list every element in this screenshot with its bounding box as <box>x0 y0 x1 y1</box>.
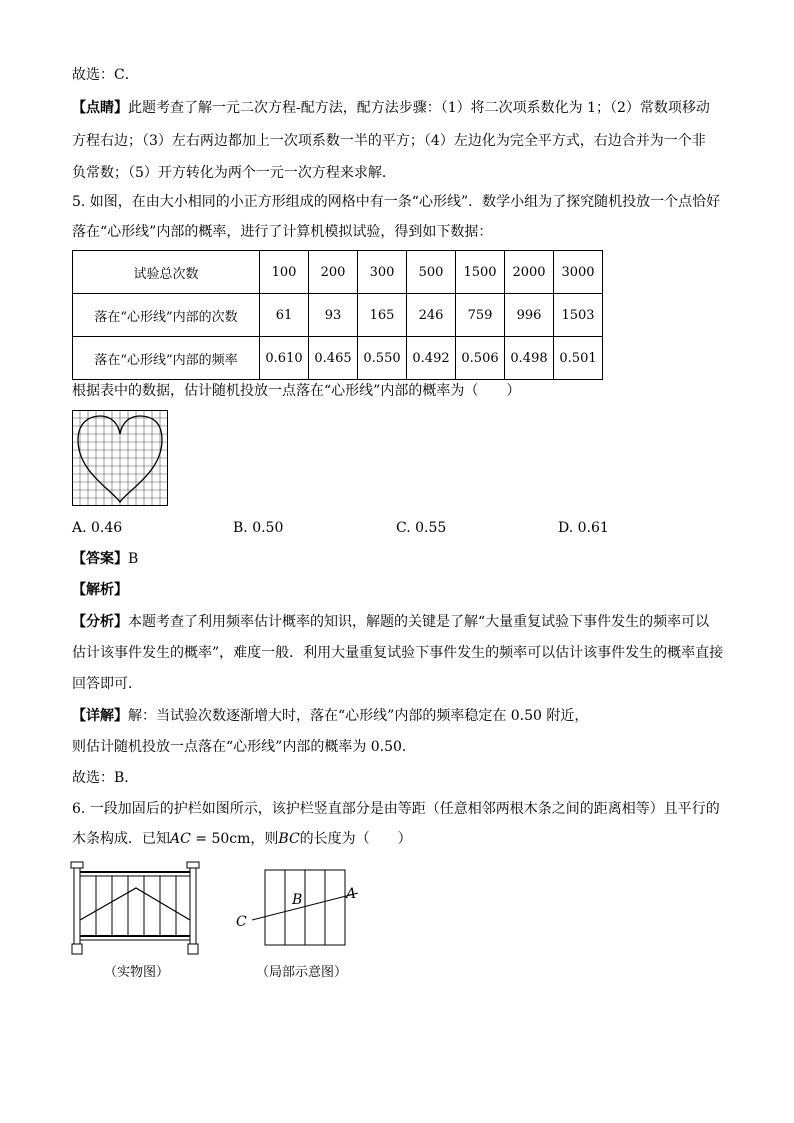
option-d: D. 0.61 <box>558 520 609 536</box>
xiangjie-text-1: 解：当试验次数逐渐增大时，落在“心形线”内部的频率稳定在 0.50 附近， <box>128 708 589 724</box>
previous-answer: 故选：C． <box>72 67 139 83</box>
analysis-tag: 【解析】 <box>72 582 128 598</box>
q6-text-post: 的长度为（ ） <box>299 831 412 847</box>
table-cell: 1500 <box>456 251 505 294</box>
table-cell: 165 <box>358 294 407 337</box>
var-bc: BC <box>278 831 300 847</box>
answer-value: B <box>128 551 139 567</box>
var-ac: AC <box>170 831 191 847</box>
railing-drawing <box>71 862 199 954</box>
diagram-lines <box>252 870 358 945</box>
heart-grid-figure <box>72 410 168 506</box>
row-label: 落在“心形线”内部的次数 <box>73 294 260 337</box>
fenxi-tag: 【分析】 <box>72 614 128 630</box>
table-cell: 246 <box>407 294 456 337</box>
label-b: B <box>292 892 303 908</box>
table-cell: 100 <box>260 251 309 294</box>
table-cell: 996 <box>505 294 554 337</box>
tip-text-1: 此题考查了解一元二次方程-配方法，配方法步骤：（1）将二次项系数化为 1；（2）常数项移动 <box>128 100 710 116</box>
answer-tag: 【答案】 <box>72 551 128 567</box>
option-c: C. 0.55 <box>396 520 447 536</box>
xiangjie-line-2: 则估计随机投放一点落在“心形线”内部的概率为 0.50． <box>72 739 416 755</box>
answer-line <box>72 549 138 569</box>
row-label: 落在“心形线”内部的频率 <box>73 337 260 380</box>
table-cell: 0.465 <box>309 337 358 380</box>
table-cell: 1503 <box>554 294 603 337</box>
question-6-line-2 <box>72 829 412 849</box>
table-row <box>73 251 603 294</box>
table-row <box>73 337 603 380</box>
grid-lines <box>72 410 168 506</box>
table-cell: 0.492 <box>407 337 456 380</box>
caption-left: （实物图） <box>104 965 170 980</box>
tip-tag: 【点睛】 <box>72 100 128 116</box>
table-cell: 61 <box>260 294 309 337</box>
xiangjie-line-1 <box>72 706 588 726</box>
fenxi-line-3: 回答即可． <box>72 676 142 692</box>
conclusion: 故选：B． <box>72 770 139 786</box>
tip-line-2: 方程右边；（3）左右两边都加上一次项系数一半的平方；（4）左边化为完全平方式，右边合并为一个非 <box>72 133 706 149</box>
table-cell: 200 <box>309 251 358 294</box>
question-6-line-1: 6. 一段加固后的护栏如图所示，该护栏竖直部分是由等距（任意相邻两根木条之间的距离相等）且平行的 <box>72 801 720 817</box>
fenxi-text-1: 本题考查了利用频率估计概率的知识，解题的关键是了解“大量重复试验下事件发生的频率可以 <box>128 614 710 630</box>
xiangjie-tag: 【详解】 <box>72 708 128 724</box>
frequency-table <box>72 250 603 380</box>
local-diagram <box>230 860 370 955</box>
table-cell: 0.506 <box>456 337 505 380</box>
fenxi-line-1 <box>72 612 709 632</box>
caption-right: （局部示意图） <box>256 965 348 980</box>
option-a: A. 0.46 <box>72 520 123 536</box>
option-b: B. 0.50 <box>233 520 284 536</box>
table-cell: 0.610 <box>260 337 309 380</box>
question-5-line-2: 落在“心形线”内部的概率，进行了计算机模拟试验，得到如下数据： <box>72 224 493 240</box>
table-cell: 0.498 <box>505 337 554 380</box>
row-label: 试验总次数 <box>73 251 260 294</box>
question-5-line-1: 5. 如图，在由大小相同的小正方形组成的网格中有一条“心形线”．数学小组为了探究随机投放一个点恰好 <box>72 194 721 210</box>
table-cell: 300 <box>358 251 407 294</box>
table-cell: 0.550 <box>358 337 407 380</box>
label-a: A <box>346 886 357 902</box>
given-value: = 50cm <box>190 831 251 847</box>
railing-figure <box>66 858 206 958</box>
table-cell: 0.501 <box>554 337 603 380</box>
table-cell: 759 <box>456 294 505 337</box>
table-cell: 93 <box>309 294 358 337</box>
table-row <box>73 294 603 337</box>
question-5-line-3: 根据表中的数据，估计随机投放一点落在“心形线”内部的概率为（ ） <box>72 383 521 399</box>
table-cell: 2000 <box>505 251 554 294</box>
q6-text-pre: 木条构成．已知 <box>72 831 170 847</box>
q6-text-mid: ，则 <box>250 831 279 847</box>
table-cell: 500 <box>407 251 456 294</box>
fenxi-line-2: 估计该事件发生的概率”，难度一般．利用大量重复试验下事件发生的频率可以估计该事件发生的概率直接 <box>72 645 724 661</box>
tip-line-1 <box>72 98 710 118</box>
label-c: C <box>236 914 247 930</box>
tip-line-3: 负常数；（5）开方转化为两个一元一次方程来求解． <box>72 165 396 181</box>
table-cell: 3000 <box>554 251 603 294</box>
